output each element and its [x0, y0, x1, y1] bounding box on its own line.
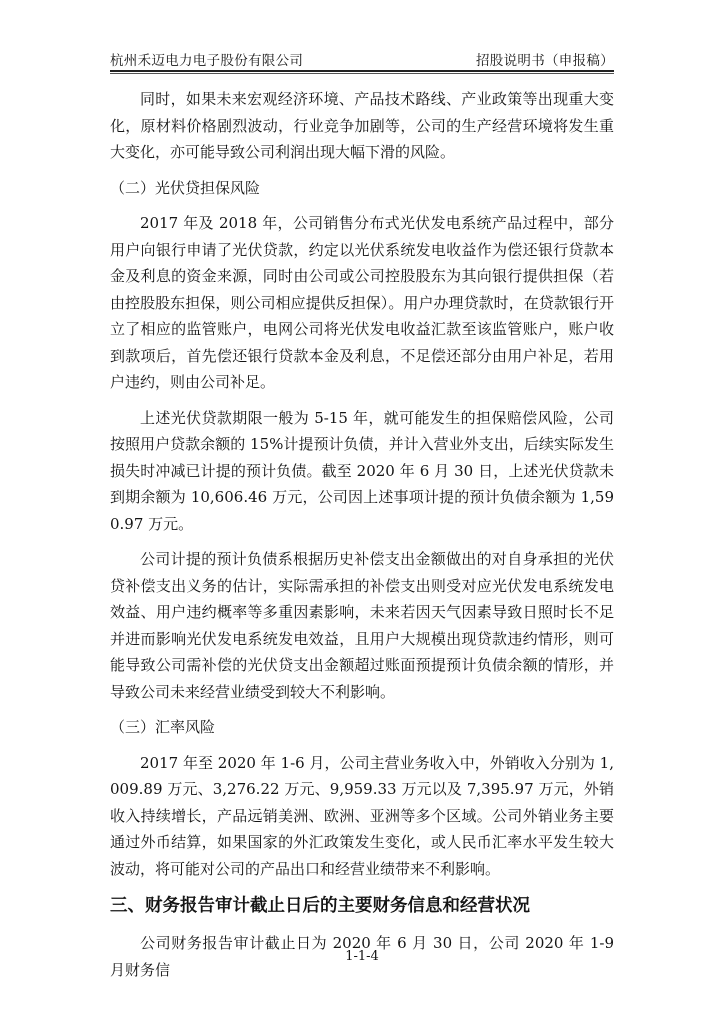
- heading-section-three: 三、财务报告审计截止日后的主要财务信息和经营状况: [110, 896, 530, 916]
- paragraph-pv-loan-estimate: 公司计提的预计负债系根据历史补偿支出金额做出的对自身承担的光伏贷补偿支出义务的估计，实际需承担的补偿支出则受对应光伏发电系统发电效益、用户违约概率等多重因素影响，未来若因天气因素导致日照时长不足并进而影响光伏发电系统发电效益，且用户大规模出现贷款违约情形，则可能导致公司需补偿的光伏贷支出金额超过账面预提预计负债余额的情形，并导致公司未来经营业绩受到较大不利影响。: [110, 550, 614, 701]
- paragraph-audit-cutoff: 公司财务报告审计截止日为 2020 年 6 月 30 日，公司 2020 年 1-9 月财务信: [110, 934, 614, 979]
- heading-exchange-rate-risk: （三）汇率风险: [110, 718, 216, 736]
- header-document-title: 招股说明书（申报稿）: [476, 53, 614, 69]
- heading-pv-loan-guarantee-risk: （二）光伏贷担保风险: [110, 178, 261, 197]
- paragraph-pv-loan-background: 2017 年及 2018 年，公司销售分布式光伏发电系统产品过程中，部分用户向银行申请了光伏贷款，约定以光伏系统发电收益作为偿还银行贷款本金及利息的资金来源，同时由公司或公司控股股东为其向银行提供担保（若由控股股东担保，则公司相应提供反担保）。用户办理贷款时，在贷款银行开立了相应的监管账户，电网公司将光伏发电收益汇款至该监管账户，账户收到款项后，首先偿还银行贷款本金及利息，不足偿还部分由用户补足，若用户违约，则由公司补足。: [110, 214, 614, 391]
- header-divider-thick: [110, 70, 614, 72]
- header-company-name: 杭州禾迈电力电子股份有限公司: [110, 53, 304, 69]
- paragraph-macro-risk: 同时，如果未来宏观经济环境、产品技术路线、产业政策等出现重大变化，原材料价格剧烈波动，行业竞争加剧等，公司的生产经营环境将发生重大变化，亦可能导致公司利润出现大幅下滑的风险。: [110, 90, 614, 161]
- page-header: [110, 50, 614, 72]
- page-body: [110, 86, 614, 992]
- paragraph-export-revenue: 2017 年至 2020 年 1-6 月，公司主营业务收入中，外销收入分别为 1,009.89 万元、3,276.22 万元、9,959.33 万元以及 7,395.97 万元，外销收入持续增长，产品远销美洲、欧洲、亚洲等多个区域。公司外销业务主要通过外币结算，如果国家的外汇政策发生变化，或人民币汇率水平发生较大波动，将可能对公司的产品出口和经营业绩带来不利影响。: [110, 753, 614, 878]
- page-number: 1-1-4: [345, 949, 379, 964]
- header-divider-thin: [110, 73, 614, 74]
- paragraph-pv-loan-provision: 上述光伏贷款期限一般为 5-15 年，就可能发生的担保赔偿风险，公司按照用户贷款余额的 15%计提预计负债，并计入营业外支出，后续实际发生损失时冲减已计提的预计负债。截至 2020 年 6 月 30 日，上述光伏贷款未到期余额为 10,606.46 万元，公司因上述事项计提的预计负债余额为 1,590.97 万元。: [110, 408, 614, 533]
